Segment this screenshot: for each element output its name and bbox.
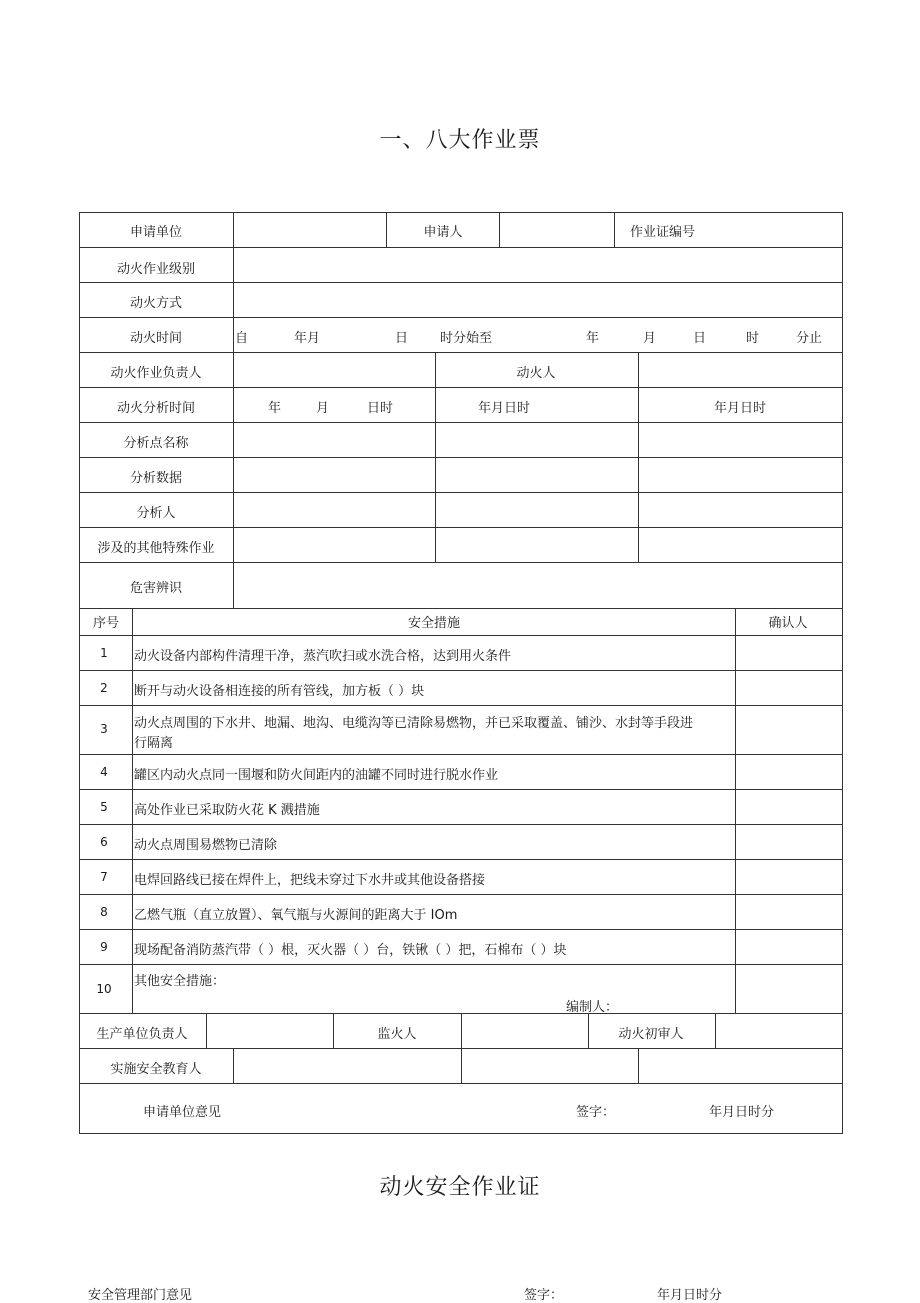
measure-no: 7	[100, 870, 108, 884]
analysis-time-part: 日时	[367, 401, 394, 416]
field-fire-level[interactable]	[234, 248, 841, 281]
measure-text-cont: 行隔离	[134, 736, 174, 751]
fire-time-part: 日	[693, 331, 707, 346]
measure-no: 4	[100, 765, 108, 779]
measure-text: 动火点周围的下水井、地漏、地沟、电缆沟等已清除易燃物，并已采取覆盖、铺沙、水封等手段进	[134, 716, 694, 731]
label-hazard-id: 危害辨识	[129, 581, 183, 596]
label-prod-leader: 生产单位负责人	[96, 1027, 188, 1042]
label-sign: 签字：	[576, 1105, 616, 1120]
measure-text: 其他安全措施：	[134, 974, 226, 989]
fire-time-part: 月	[643, 331, 657, 346]
label-apply-opinion: 申请单位意见	[143, 1105, 222, 1120]
measure-no: 9	[100, 940, 108, 954]
measure-text: 现场配备消防蒸汽带（ ）根，灭火器（ ）台，铁锹（ ）把，石棉布（ ）块	[134, 943, 567, 958]
label-analyst: 分析人	[136, 506, 176, 521]
field-hazard-id[interactable]	[234, 563, 841, 607]
label-analysis-data: 分析数据	[129, 471, 183, 486]
second-title: 动火安全作业证	[379, 1175, 541, 1200]
fire-time-part: 分止	[796, 331, 823, 346]
label-fire-person: 动火人	[516, 366, 556, 381]
label-initial-review: 动火初审人	[618, 1027, 684, 1042]
measure-text: 罐区内动火点同一围堰和防火间距内的油罐不同时进行脱水作业	[134, 768, 499, 783]
measure-text: 高处作业已采取防火花 K 溅措施	[134, 803, 320, 818]
measure-text: 动火设备内部构件清理干净，蒸汽吹扫或水洗合格，达到用火条件	[134, 649, 512, 664]
field-fire-person[interactable]	[639, 353, 841, 386]
label-footer-sign: 签字：	[524, 1288, 564, 1303]
measure-no: 1	[100, 646, 108, 660]
measures-header-no: 序号	[92, 616, 120, 631]
measures-header-confirmer: 确认人	[768, 616, 808, 631]
measure-no: 5	[100, 800, 108, 814]
fire-time-part: 年	[586, 331, 600, 346]
label-supervisor: 动火作业负责人	[110, 366, 202, 381]
measure-text: 断开与动火设备相连接的所有管线，加方板（ ）块	[134, 684, 425, 699]
fire-time-part: 自	[235, 331, 249, 346]
label-safety-edu: 实施安全教育人	[110, 1062, 202, 1077]
label-permit-no: 作业证编号	[630, 225, 696, 240]
fire-time-part: 日	[395, 331, 409, 346]
label-safety-dept: 安全管理部门意见	[88, 1288, 193, 1303]
page-title: 一、八大作业票	[379, 128, 541, 153]
analysis-time-col2: 年月日时	[477, 401, 531, 416]
label-fire-level: 动火作业级别	[116, 262, 196, 277]
measure-no: 3	[100, 722, 108, 736]
measure-no: 2	[100, 681, 108, 695]
measure-text: 动火点周围易燃物已清除	[134, 838, 278, 853]
field-applicant[interactable]	[500, 213, 613, 246]
label-analysis-point: 分析点名称	[123, 436, 189, 451]
fire-time-part: 年月	[294, 331, 321, 346]
measure-no: 8	[100, 905, 108, 919]
analysis-time-part: 年	[268, 401, 282, 416]
field-apply-unit[interactable]	[234, 213, 385, 246]
label-fire-watch: 监火人	[377, 1027, 417, 1042]
measure-compiler: 编制人：	[566, 1000, 619, 1015]
label-fire-time: 动火时间	[129, 331, 183, 346]
label-apply-unit: 申请单位	[129, 225, 183, 240]
label-footer-date: 年月日时分	[657, 1288, 723, 1303]
fire-time-part: 时分始至	[440, 331, 493, 346]
label-date: 年月日时分	[709, 1105, 775, 1120]
measure-no: 10	[96, 982, 112, 996]
analysis-time-part: 月	[316, 401, 330, 416]
label-fire-method: 动火方式	[129, 296, 183, 311]
measure-no: 6	[100, 835, 108, 849]
confirmer-column[interactable]	[736, 636, 841, 1012]
label-applicant: 申请人	[423, 225, 463, 240]
measures-header-measure: 安全措施	[407, 616, 461, 631]
field-supervisor[interactable]	[234, 353, 434, 386]
label-other-special: 涉及的其他特殊作业	[97, 541, 215, 556]
label-analysis-time: 动火分析时间	[116, 401, 196, 416]
analysis-time-col3: 年月日时	[713, 401, 767, 416]
measure-text: 电焊回路线已接在焊件上，把线未穿过下水井或其他设备搭接	[134, 873, 486, 888]
measure-text: 乙燃气瓶（直立放置）、氧气瓶与火源间的距离大于 IOm	[134, 908, 458, 923]
fire-time-part: 时	[746, 331, 760, 346]
field-fire-method[interactable]	[234, 283, 841, 316]
